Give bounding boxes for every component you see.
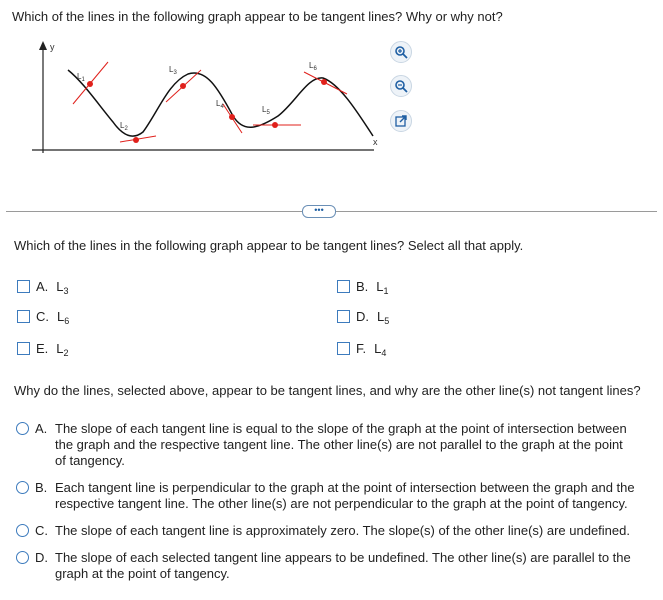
y-axis-arrow bbox=[39, 41, 47, 50]
zoom-out-button[interactable] bbox=[390, 75, 412, 97]
checkbox-option-b[interactable]: B. L 1 bbox=[337, 279, 389, 294]
point-L1 bbox=[87, 81, 93, 87]
checkbox[interactable] bbox=[17, 342, 30, 355]
label-L2: $L_2$ bbox=[120, 121, 128, 132]
popout-icon bbox=[394, 114, 408, 128]
zoom-out-icon bbox=[394, 79, 408, 93]
checkbox-option-f[interactable]: F. L 4 bbox=[337, 341, 386, 356]
point-L5 bbox=[272, 122, 278, 128]
checkbox-option-a[interactable]: A. L 3 bbox=[17, 279, 69, 294]
radio-button[interactable] bbox=[16, 481, 29, 494]
point-L3 bbox=[180, 83, 186, 89]
checkbox[interactable] bbox=[337, 342, 350, 355]
radio-button[interactable] bbox=[16, 422, 29, 435]
radio-option-b[interactable]: B. Each tangent line is perpendicular to the graph at the point of intersection between the graph and the respective tangent line. The other line(s) are not perpendicular to the graph at the point of tangency. bbox=[16, 480, 635, 512]
radio-option-c[interactable]: C. The slope of each tangent line is approximately zero. The slope(s) of the other line(s) are undefined. bbox=[16, 523, 635, 539]
radio-option-d[interactable]: D. The slope of each selected tangent line appears to be undefined. The other line(s) are parallel to the graph at the point of tangency. bbox=[16, 550, 635, 582]
point-L4 bbox=[229, 114, 235, 120]
zoom-in-icon bbox=[394, 45, 408, 59]
label-L6: $L_6$ bbox=[309, 61, 317, 72]
radio-button[interactable] bbox=[16, 524, 29, 537]
graph-svg bbox=[28, 38, 378, 163]
point-L2 bbox=[133, 137, 139, 143]
question-why: Why do the lines, selected above, appear to be tangent lines, and why are the other line(s) not tangent lines? bbox=[14, 383, 641, 398]
zoom-in-button[interactable] bbox=[390, 41, 412, 63]
label-L1: $L_1$ bbox=[77, 72, 85, 83]
checkbox[interactable] bbox=[337, 280, 350, 293]
question-select-all: Which of the lines in the following graph appear to be tangent lines? Select all that apply. bbox=[14, 238, 524, 253]
popout-button[interactable] bbox=[390, 110, 412, 132]
checkbox-option-e[interactable]: E. L 2 bbox=[17, 341, 69, 356]
checkbox[interactable] bbox=[17, 280, 30, 293]
expand-button[interactable]: ••• bbox=[302, 205, 336, 218]
label-L4: $L_4$ bbox=[216, 99, 224, 110]
label-L5: $L_5$ bbox=[262, 105, 270, 116]
x-axis-label: x bbox=[373, 137, 378, 147]
label-L3: $L_3$ bbox=[169, 65, 177, 76]
graph bbox=[28, 38, 378, 166]
question-prompt: Which of the lines in the following graph appear to be tangent lines? Why or why not? bbox=[12, 9, 503, 24]
point-L6 bbox=[321, 79, 327, 85]
radio-option-a[interactable]: A. The slope of each tangent line is equal to the slope of the graph at the point of intersection between the graph and the respective tangent line. The other line(s) are not parallel to the graph at the point of tangency. bbox=[16, 421, 635, 469]
checkbox[interactable] bbox=[337, 310, 350, 323]
radio-button[interactable] bbox=[16, 551, 29, 564]
y-axis-label: y bbox=[50, 42, 55, 52]
checkbox-option-d[interactable]: D. L 5 bbox=[337, 309, 389, 324]
checkbox-option-c[interactable]: C. L 6 bbox=[17, 309, 69, 324]
checkbox[interactable] bbox=[17, 310, 30, 323]
